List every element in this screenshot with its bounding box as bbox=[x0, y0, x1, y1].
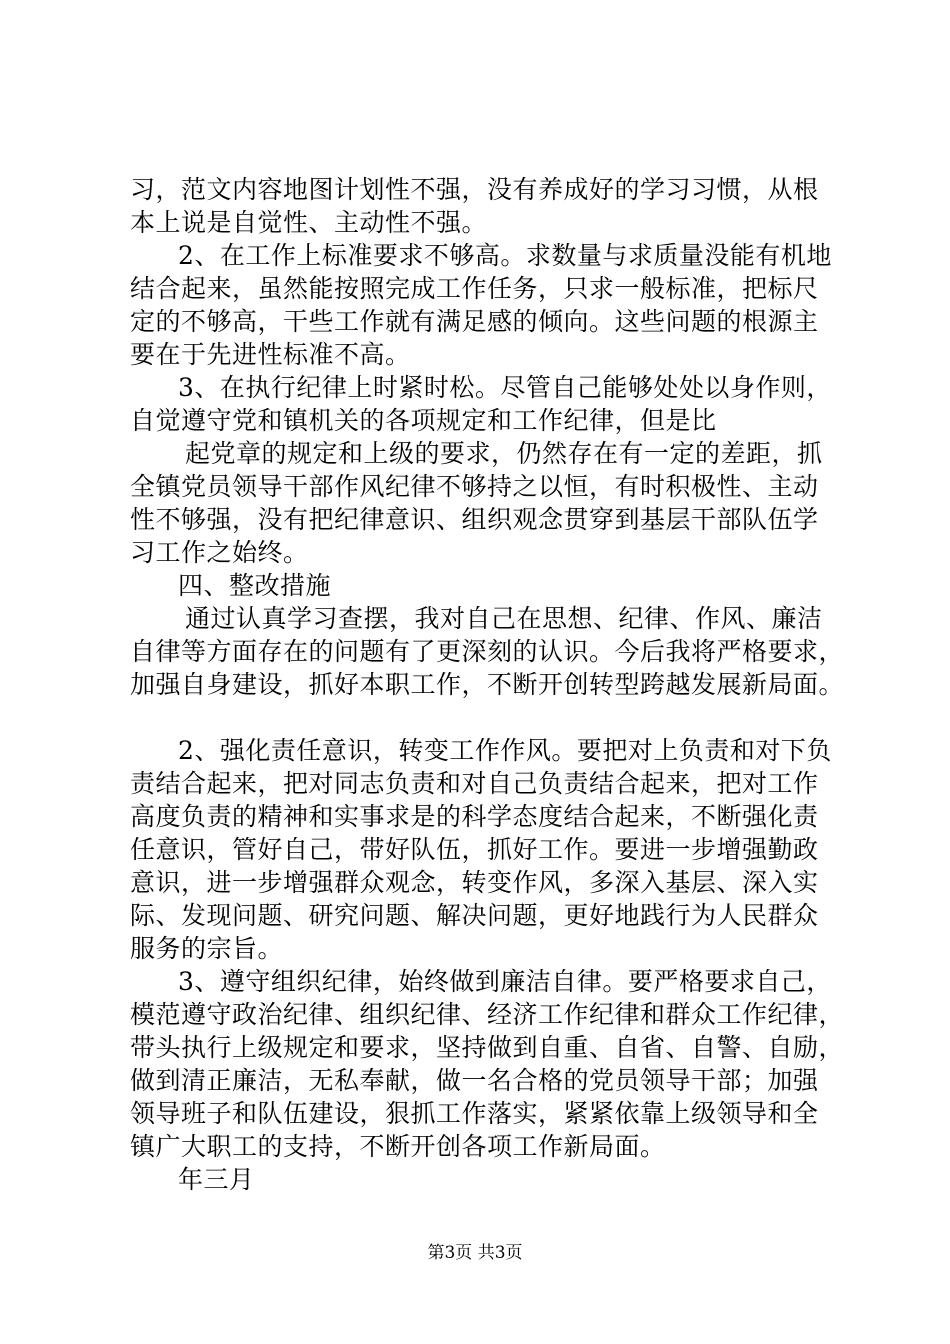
date-line: 年三月 bbox=[178, 1165, 255, 1194]
text-line: 习，范文内容地图计划性不强，没有养成好的学习习惯，从根 bbox=[130, 175, 819, 204]
text-line: 起党章的规定和上级的要求，仍然存在有一定的差距，抓 bbox=[185, 439, 823, 468]
text-line: 任意识，管好自己，带好队伍，抓好工作。要进一步增强勤政 bbox=[130, 835, 819, 864]
text-line: 意识，进一步增强群众观念，转变作风，多深入基层、深入实 bbox=[130, 868, 819, 897]
text-line: 习工作之始终。 bbox=[130, 538, 309, 567]
text-line: 责结合起来，把对同志负责和对自己负责结合起来，把对工作 bbox=[130, 769, 819, 798]
text-line: 自觉遵守党和镇机关的各项规定和工作纪律，但是比 bbox=[130, 406, 717, 435]
text-line: 通过认真学习查摆，我对自己在思想、纪律、作风、廉洁 bbox=[185, 604, 823, 633]
text-line: 2、强化责任意识，转变工作作风。要把对上负责和对下负 bbox=[178, 736, 832, 765]
page-footer: 第3页 共3页 bbox=[427, 1243, 523, 1263]
text-line: 服务的宗旨。 bbox=[130, 934, 284, 963]
text-line: 本上说是自觉性、主动性不强。 bbox=[130, 208, 488, 237]
text-line: 领导班子和队伍建设，狠抓工作落实，紧紧依靠上级领导和全 bbox=[130, 1099, 819, 1128]
text-line: 定的不够高，干些工作就有满足感的倾向。这些问题的根源主 bbox=[130, 307, 819, 336]
text-line: 2、在工作上标准要求不够高。求数量与求质量没能有机地 bbox=[178, 241, 832, 270]
text-line: 高度负责的精神和实事求是的科学态度结合起来，不断强化责 bbox=[130, 802, 819, 831]
text-line: 性不够强，没有把纪律意识、组织观念贯穿到基层干部队伍学 bbox=[130, 505, 819, 534]
text-line: 带头执行上级规定和要求，坚持做到自重、自省、自警、自励， bbox=[130, 1033, 845, 1062]
text-line: 3、遵守组织纪律，始终做到廉洁自律。要严格要求自己， bbox=[178, 967, 832, 996]
section-heading: 四、整改措施 bbox=[178, 571, 332, 600]
text-line: 做到清正廉洁，无私奉献，做一名合格的党员领导干部；加强 bbox=[130, 1066, 819, 1095]
text-line: 际、发现问题、研究问题、解决问题，更好地践行为人民群众 bbox=[130, 901, 819, 930]
text-line: 3、在执行纪律上时紧时松。尽管自己能够处处以身作则， bbox=[178, 373, 832, 402]
text-line: 结合起来，虽然能按照完成工作任务，只求一般标准，把标尺 bbox=[130, 274, 819, 303]
text-line: 模范遵守政治纪律、组织纪律、经济工作纪律和群众工作纪律， bbox=[130, 1000, 845, 1029]
text-line: 加强自身建设，抓好本职工作，不断开创转型跨越发展新局面。 bbox=[130, 670, 845, 699]
text-line: 镇广大职工的支持，不断开创各项工作新局面。 bbox=[130, 1132, 666, 1161]
text-line: 要在于先进性标准不高。 bbox=[130, 340, 411, 369]
text-line: 全镇党员领导干部作风纪律不够持之以恒，有时积极性、主动 bbox=[130, 472, 819, 501]
text-line: 自律等方面存在的问题有了更深刻的认识。今后我将严格要求， bbox=[130, 637, 845, 666]
